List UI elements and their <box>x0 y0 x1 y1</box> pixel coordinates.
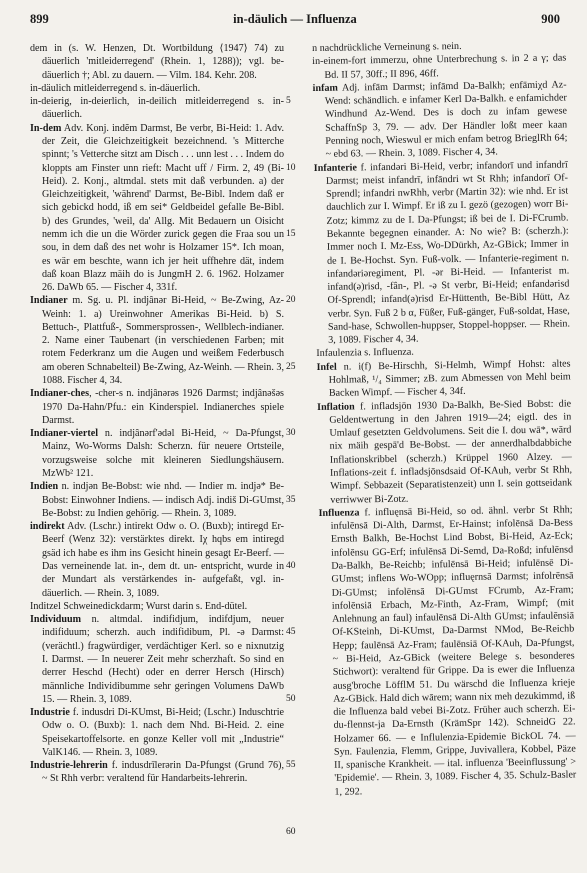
line-number: 45 <box>286 627 296 638</box>
entry-headword: Inflation <box>317 401 355 413</box>
dictionary-entry <box>30 122 284 295</box>
dictionary-entry <box>312 52 566 82</box>
dictionary-entry <box>30 294 284 387</box>
dictionary-entry <box>313 78 568 161</box>
entry-text: m. Sg. u. Pl. indjânər Bi-Heid, ~ Be-Zwing, Az-Weinh: 1. a) Ureinwohner Amerikas Bi-Heid. b) S. Bettuch-, Plattfuß-, Sommersprossen-, Wellblech-indianer. 2. Name einer Taubenart (in verschiedenen Farben; mit rotem Federkranz um die Augen und weißem Federbusch am oberen Schnabelteil) Be-Zwing, Az-Weinh. — Rhein. 3, 1088. Fischer 4, 34. <box>42 295 284 387</box>
dictionary-entry <box>318 503 576 799</box>
entry-text: in-einem-fort immerzu, ohne Unterbrechung s. in 2 a γ; das Bd. II 57, 30ff.; II 896, 46ff. <box>312 52 567 81</box>
line-number: 40 <box>286 560 296 571</box>
entry-headword: Individuum <box>30 614 82 626</box>
page-title: in-däulich — Influenza <box>233 12 357 26</box>
entry-headword: infam <box>312 82 338 94</box>
dictionary-entry <box>30 613 284 706</box>
line-number: 30 <box>286 428 296 439</box>
left-column <box>30 42 284 786</box>
entry-text: Adv. Konj. indẽm Darmst, Be verbr, Bi-Heid: 1. Adv. der Zeit, die Gleichzeitigkeit bezeichnend. 's Mitterche spinnt; 's Vetterche sitzt am Disch . . . unn lest . . . Indem do kloppts am Finster unn rieft: Macht uff / Firm. 2, 49 (Bi-Heid). 2. Konj., altmdal. stets mit daß verbunden. a) der Gleichzeitigkeit, 'während' Darmst, Be-Bibl. Indem daß er sich gebickd hodd, iß em sei* Geldbeidel gefalle Be-Bibl. b) des Grundes, 'weil, da' Allg. Mit Bedauern un Oisicht nemm ich die un die Wörder zurick gegen die Fraa sou un sou, in dem daß des net wohr is Holzamer 15*. Ich moan, es wär em beschte, wann ich jer heit uffhehre dät, indem daß koan Blazz mäih do is JungmH 2. 6. 1962. Holzamer 26. DaWb 65. — Fischer 4, 331f. <box>42 122 284 294</box>
entry-headword: Infanterie <box>313 161 358 174</box>
dictionary-entry <box>317 397 572 507</box>
dictionary-entry <box>314 158 571 347</box>
entry-headword: Indianer-viertel <box>30 428 99 440</box>
entry-text: n nachdrückliche Verneinung s. nein. <box>312 40 462 54</box>
dictionary-entry <box>30 480 284 520</box>
entry-text: Adj. infām Darmst; infāmd Da-Balkh; enfāmiχd Az-Wend: schändlich. e infamer Kerl Da-Balkh. e enfamichder Windhund Az-Wend. Des is doch zu infam gewese SchaffnSp 3, 79. — adv. Der Händler loßt meer kaan Penning noch, Wieswul er mich enfam betrog BrieglRh 64; ~ ebd 63. — Rhein. 3, 1089. Fischer 4, 34. <box>324 79 568 161</box>
right-column <box>312 38 577 799</box>
dictionary-entry <box>30 95 284 122</box>
entry-text: Inditzel Schweinedickdarm; Wurst darin s. End-dütel. <box>30 600 248 612</box>
page-number-left: 899 <box>30 12 49 26</box>
line-number: 50 <box>286 693 296 704</box>
entry-headword: Infel <box>316 361 337 373</box>
page-number-right: 900 <box>541 12 560 26</box>
entry-text: , -cher-s n. indjânərəs 1926 Darmst; indjânəšəs 1970 Da-Hahn/Pfu.: ein Kinderspiel. Indianerches spiele Darmst. <box>42 388 284 426</box>
entry-text: dem in (s. W. Henzen, Dt. Wortbildung ⟨1947⟩ 74) zu däuerlich 'mitleiderregend' (Rhein. 1, 1288)); vgl. be-däuerlich †; Abl. zu dauern. — Vilm. 184. Kehr. 208. <box>30 43 284 81</box>
line-number: 60 <box>286 826 296 837</box>
entry-headword: Indien <box>30 481 59 493</box>
entry-headword: In-dem <box>30 122 62 134</box>
entry-text: f. indusdri Di-KUmst, Bi-Heid; (Lschr.) Induschtrie Odw o. O. (Buxb): 1. nach dem Nhd. Bi-Heid. 2. eine Speisekartoffelsorte. en gonze Keller voll mit „Industrie“ ValK146. — Rhein. 3, 1089. <box>42 707 284 758</box>
entry-text: n. indjânərf'ədəl Bi-Heid, ~ Da-Pfungst, Mainz, Wo-Worms Dalsh: Scherzn. für neuere Ortsteile, vorzugsweise solche mit kleineren Siedlungshäusern. MzWb² 121. <box>42 428 284 479</box>
entry-text: in-deierig, in-deierlich, in-deilich mitleiderregend s. in-däuerlich. <box>30 96 284 121</box>
entry-text: Adv. (Lschr.) intirekt Odw o. O. (Buxb); intiregd Er-Beerf (Wenz 32): verstärktes direkt. Iχ hqbs em intiregd gsäd ich habe es ihm ins Gesicht hinein gesagt Er-Beerf. — Das verneinende lat. in-, dem dt. un- entspricht, wurde in der Mundart als verstärkendes in- aufgefaßt, vgl. in-däuerlich. — Rhein. 3, 1089. <box>42 521 284 599</box>
entry-text: n. altmdal. indifidjum, indifdjum, neuer indifiduum; scherzh. auch indifidibum, Pl. -ə Darmst: (verächtl.) fragwürdiger, verdächtiger Kerl. so e nixnutzig I. Darmst. — In neuerer Zeit mehr scherzhaft. So sind en derrer Heschd (Hecht) oder en derrer Hersch (Hirsch) männliche Individibumme sehr geringen Volumens DaWb 15. — Rhein. 3, 1089. <box>42 614 284 705</box>
entry-headword: Industrie-lehrerin <box>30 760 108 772</box>
page-header <box>30 12 560 30</box>
line-number: 55 <box>286 760 296 771</box>
line-number: 35 <box>286 494 296 505</box>
entry-text: f. infladsjōn 1930 Da-Balkh, Be-Sied Bobst: die Geldentwertung in den Jahren 1919—24; eigtl. des in Umlauf gesetzten Geldvolumens. Seit die I. dou wā*, wārd nix mäih gespā'd Be-Bobst. — der annerdhalbdabbiche Inflationskribbel (scherzh.) Krüppel 1960 Alzey. — Inflations-zeit f. infladsjōnsdsaid Of-KAuh, verbr St Rhh, Wimpf. Sebbazeit (Separatistenzeit) unn I. sein gottseidank verriwwer Bi-Zotz. <box>329 398 573 506</box>
line-number: 25 <box>286 361 296 372</box>
entry-text: f. influęnsā Bi-Heid, so od. ähnl. verbr St Rhh; infulēnsā Di-Alth, Darmst, Er-Hainst; infolēnsā Da-Bess Ernsth Balkh, Be-Hochst Lind Bobst, Bi-Heid, Az-Eck; infolēnsu GG-Erf; infulēnsā Di-Semd, Da-Roßd; infulēnsd Da-Balkh, Be-Reichb; infulēnsā Bi-Heid; infulēnsē Di-GUmst; inflens Wo-WOpp; influęrnsā Darmst; infolrēnsā Di-GUmst; infolēnsā Di-GUmst FCrumb, Az-Fram; infolēnsiā Erbach, Mz-Finth, Az-Fram, Wimpf; (mit Anlehnung an faul) infaulēnsā Di-Alth GUmst; infaulēnsiā Of-KSteinh, Di-KUmst, Da-Darmst NMod, Be-Reichb Hepp; faulēnsā Az-Fram; faulēnsiā Of-KAuh, Da-Pfungst, ~ Bi-Heid, Az-GBick (weitere Belege s. besonderes Stichwort): veraltend für Grippe. Da is ewer die Influenza ausg'broche LöfflM 51. Du wärschd die Influenza krieje Az-GBick. Hald dich wārem; wann nix meh dezukimmd, iß die Influenza bald vebei Bi-Zotz. Früher auch scherzh. Ei-du-flennst-ja Da-Ernsth (KrämSpr 142). SchneidG 22. Holzamer 66. — e Influlenzia-Epidemie BickOL 74. — Syn. Faulenzia, Flemm, Grippe, Juvivallera, Kobbel, Päze II, spanische Krankheit. — ital. influenza 'Beeinflussung' > 'Epidemie'. — Rhein. 3, 1089. Fischer 4, 35. Schulz-Basler 1, 292. <box>330 504 577 798</box>
entry-headword: Indianer-ches <box>30 388 90 400</box>
line-number: 20 <box>286 295 296 306</box>
dictionary-entry <box>30 387 284 427</box>
dictionary-entry <box>30 759 284 786</box>
entry-headword: Indianer <box>30 295 68 307</box>
dictionary-entry <box>30 42 284 82</box>
line-number: 15 <box>286 228 296 239</box>
entry-text: f. indusdrīlerərin Da-Pfungst (Grund 76), ~ St Rhh verbr: veraltend für Handarbeits-lehrerin. <box>42 760 284 785</box>
dictionary-entry <box>30 82 284 95</box>
entry-text: in-däulich mitleiderregend s. in-däuerlich. <box>30 82 201 94</box>
dictionary-entry <box>316 357 571 400</box>
entry-text: f. infandəri Bi-Heid, verbr; infandorī und infandrī Darmst; meist infandrī, infāndri wt St Rhh; infandorī Of-Sprendl; infandri nwRhh, verbr (Martin 32): wie nhd. Er ist dauchlich zur I. Wimpf. Er iß zu I. gezö (gezogen) worr Bi-Zotz; kimmz zu de I. Da-Pfungst; iß bei de I. Di-FCrumb. Bekannte begegnen einander. A: No wie? B: (scherzh.): Immer noch I. Mz-Ess, Wo-DDürkh, Az-GBick; Immer in de I. Be-Hochst. Syn. Fuß-volk. — Infanterie-regiment n. infandəriəregiment, Pl. -ər Bi-Heid. — Infanterist m. infand(ə)risd, -fân-, Pl. -ə St verbr, Bi-Heid; enfandərisd Of-Sprendl; infand(ə)risd Er-Hüttenth, Be-Bibl Hütt, Az verbr. Syn. Fuß 2 b α, Füßer, Fuß-gänger, Fuß-soldat, Hase, Sand-hase, Schwollen-huppser, Stoppel-hoppser. — Rhein. 3, 1089. Fischer 4, 34. <box>325 158 571 346</box>
entry-headword: Industrie <box>30 707 70 719</box>
line-number: 10 <box>286 162 296 173</box>
entry-text: Infaulenzia s. Influenza. <box>316 347 414 360</box>
line-number: 5 <box>286 96 291 107</box>
entry-headword: Influenza <box>318 507 360 519</box>
dictionary-entry <box>30 706 284 759</box>
dictionary-entry <box>30 600 284 613</box>
entry-headword: indirekt <box>30 521 65 533</box>
entry-text: n. i(f) Be-Hirschh, Si-Helmh, Wimpf Hohst: altes Hohlmaß, ¹/₄ Simmer; zB. zum Abmessen von Mehl beim Backen Wimpf. — Fischer 4, 34f. <box>328 358 571 400</box>
entry-text: n. indjən Be-Bobst: wie nhd. — Indier m. indjə* Be-Bobst: Einwohner Indiens. — indisch Adj. indiš Di-GUmst, Be-Bobst: zu Indien gehörig. — Rhein. 3, 1089. <box>42 481 284 519</box>
dictionary-entry <box>30 520 284 600</box>
dictionary-entry <box>30 427 284 480</box>
